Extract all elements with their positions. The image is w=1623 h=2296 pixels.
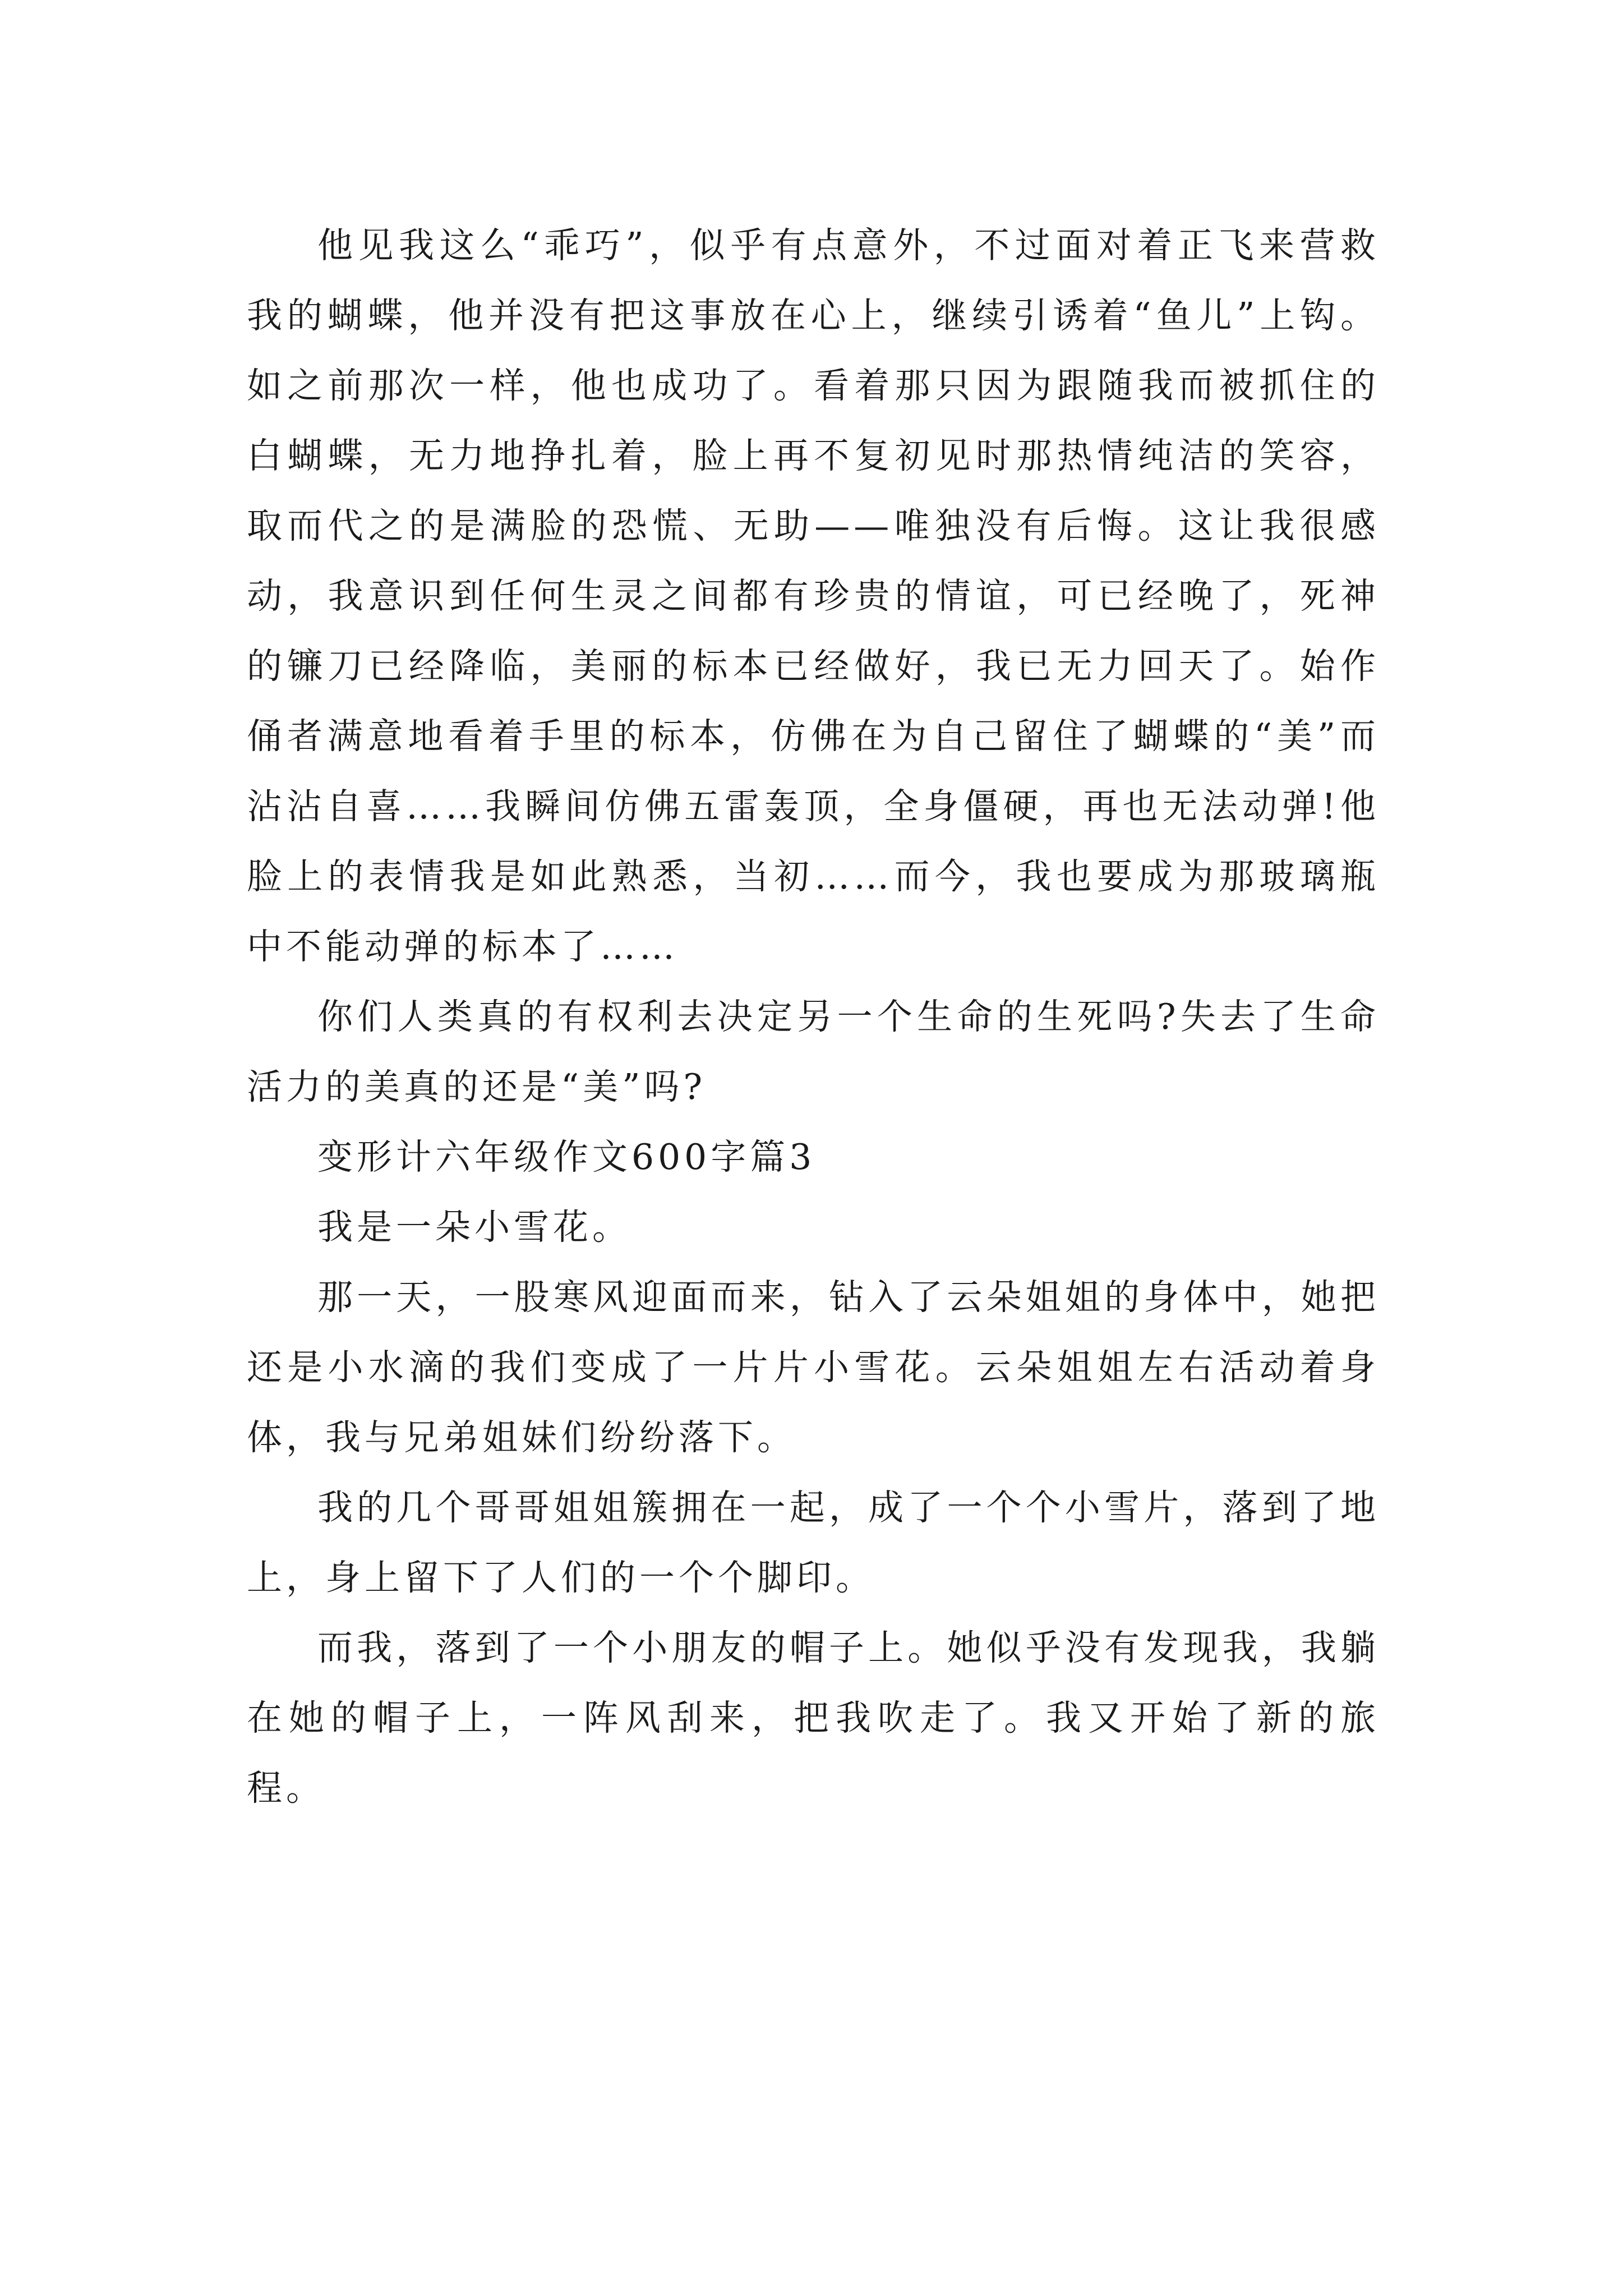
paragraph-cold-wind: 那一天，一股寒风迎面而来，钻入了云朵姐姐的身体中，她把还是小水滴的我们变成了一片片小雪花。云朵姐姐左右活动着身体，我与兄弟姐妹们纷纷落下。 xyxy=(247,1277,1380,1458)
paragraph-question: 你们人类真的有权利去决定另一个生命的生死吗?失去了生命活力的美真的还是“美”吗? xyxy=(247,996,1380,1107)
paragraph-siblings-fall: 我的几个哥哥姐姐簇拥在一起，成了一个个小雪片，落到了地上，身上留下了人们的一个个脚印。 xyxy=(247,1487,1380,1598)
section-heading: 变形计六年级作文600字篇3 xyxy=(317,1137,816,1177)
paragraph-snowflake-intro: 我是一朵小雪花。 xyxy=(317,1207,631,1248)
document-body xyxy=(247,210,1380,1823)
paragraph-butterfly-specimen: 他见我这么“乖巧”，似乎有点意外，不过面对着正飞来营救我的蝴蝶，他并没有把这事放在心上，继续引诱着“鱼儿”上钩。如之前那次一样，他也成功了。看着那只因为跟随我而被抓住的白蝴蝶，无力地挣扎着，脸上再不复初见时那热情纯洁的笑容，取而代之的是满脸的恐慌、无助——唯独没有后悔。这让我很感动，我意识到任何生灵之间都有珍贵的情谊，可已经晚了，死神的镰刀已经降临，美丽的标本已经做好，我已无力回天了。始作俑者满意地看着手里的标本，仿佛在为自己留住了蝴蝶的“美”而沾沾自喜……我瞬间仿佛五雷轰顶，全身僵硬，再也无法动弹!他脸上的表情我是如此熟悉，当初……而今，我也要成为那玻璃瓶中不能动弹的标本了…… xyxy=(247,225,1380,967)
paragraph-new-journey: 而我，落到了一个小朋友的帽子上。她似乎没有发现我，我躺在她的帽子上，一阵风刮来，把我吹走了。我又开始了新的旅程。 xyxy=(247,1627,1380,1809)
